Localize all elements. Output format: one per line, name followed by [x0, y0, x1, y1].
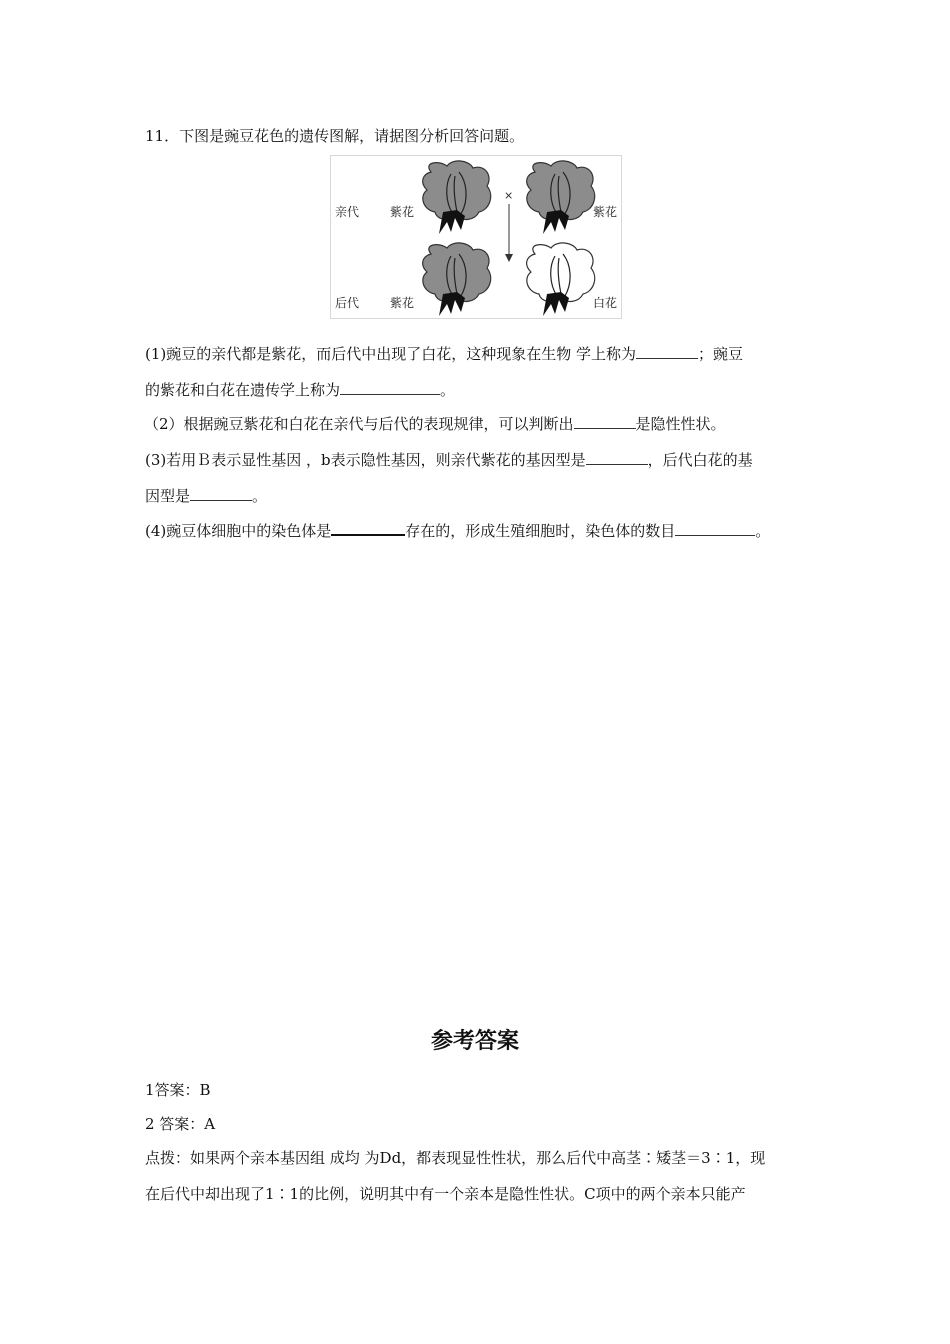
answer-2: 2 答案：A	[145, 1115, 216, 1133]
parent-right-trait-label: 紫花	[593, 205, 618, 219]
offspring-right-trait-label: 白花	[593, 296, 618, 310]
question-3-text: 。	[252, 487, 268, 505]
answer-blank[interactable]	[340, 380, 440, 395]
question-2-text: （2）根据豌豆紫花和白花在亲代与后代的表现规律，可以判断出	[144, 415, 574, 433]
explanation-line-1: 点拨：如果两个亲本基因组 成均 为Dd，都表现显性性状，那么后代中高茎∶矮茎＝3∶1，现	[145, 1149, 766, 1167]
question-title: 11．下图是豌豆花色的遗传图解，请据图分析回答问题。	[145, 127, 525, 145]
question-2-line	[144, 414, 726, 434]
answers-title: 参考答案	[430, 1029, 519, 1054]
question-4-text: 存在的，形成生殖细胞时，染色体的数目	[405, 522, 676, 540]
parent-generation-label: 亲代	[335, 205, 360, 219]
inheritance-diagram	[330, 155, 622, 319]
answer-1: 1答案：B	[145, 1081, 211, 1099]
answer-blank[interactable]	[636, 344, 698, 359]
answer-blank[interactable]	[586, 450, 648, 465]
question-3-text: 因型是	[145, 487, 191, 505]
offspring-generation-label: 后代	[335, 296, 360, 310]
purple-flower-icon	[417, 240, 497, 318]
question-3-line-2	[145, 486, 267, 506]
question-3-text: (3)若用Ｂ表示显性基因 ，b表示隐性基因，则亲代紫花的基因型是	[145, 451, 586, 469]
explanation-line-2: 在后代中却出现了1∶1的比例，说明其中有一个亲本是隐性性状。C项中的两个亲本只能产	[145, 1185, 746, 1203]
answer-blank[interactable]	[574, 414, 636, 429]
offspring-left-trait-label: 紫花	[390, 296, 415, 310]
purple-flower-icon	[521, 158, 601, 236]
white-flower-icon	[521, 240, 601, 318]
question-2-text: 是隐性性状。	[635, 415, 726, 433]
purple-flower-icon	[417, 158, 497, 236]
question-4-text: (4)豌豆体细胞中的染色体是	[145, 522, 332, 540]
question-1-text: ；豌豆	[698, 345, 744, 363]
question-1-text: 。	[440, 381, 456, 399]
question-4-line	[145, 520, 770, 541]
question-1-line-2	[145, 380, 455, 400]
question-1-text: 的紫花和白花在遗传学上称为	[145, 381, 341, 399]
question-4-text: 。	[755, 522, 771, 540]
question-3-line-1	[145, 450, 753, 470]
question-1-text: (1)豌豆的亲代都是紫花，而后代中出现了白花，这种现象在生物 学上称为	[145, 345, 637, 363]
question-1-line-1	[145, 344, 743, 364]
cross-symbol: ×	[504, 189, 514, 202]
parent-left-trait-label: 紫花	[390, 205, 415, 219]
descent-arrow-icon	[504, 204, 514, 264]
answer-blank[interactable]	[331, 520, 405, 536]
answer-blank[interactable]	[675, 521, 755, 536]
answer-blank[interactable]	[190, 486, 252, 501]
question-3-text: ，后代白花的基	[647, 451, 753, 469]
